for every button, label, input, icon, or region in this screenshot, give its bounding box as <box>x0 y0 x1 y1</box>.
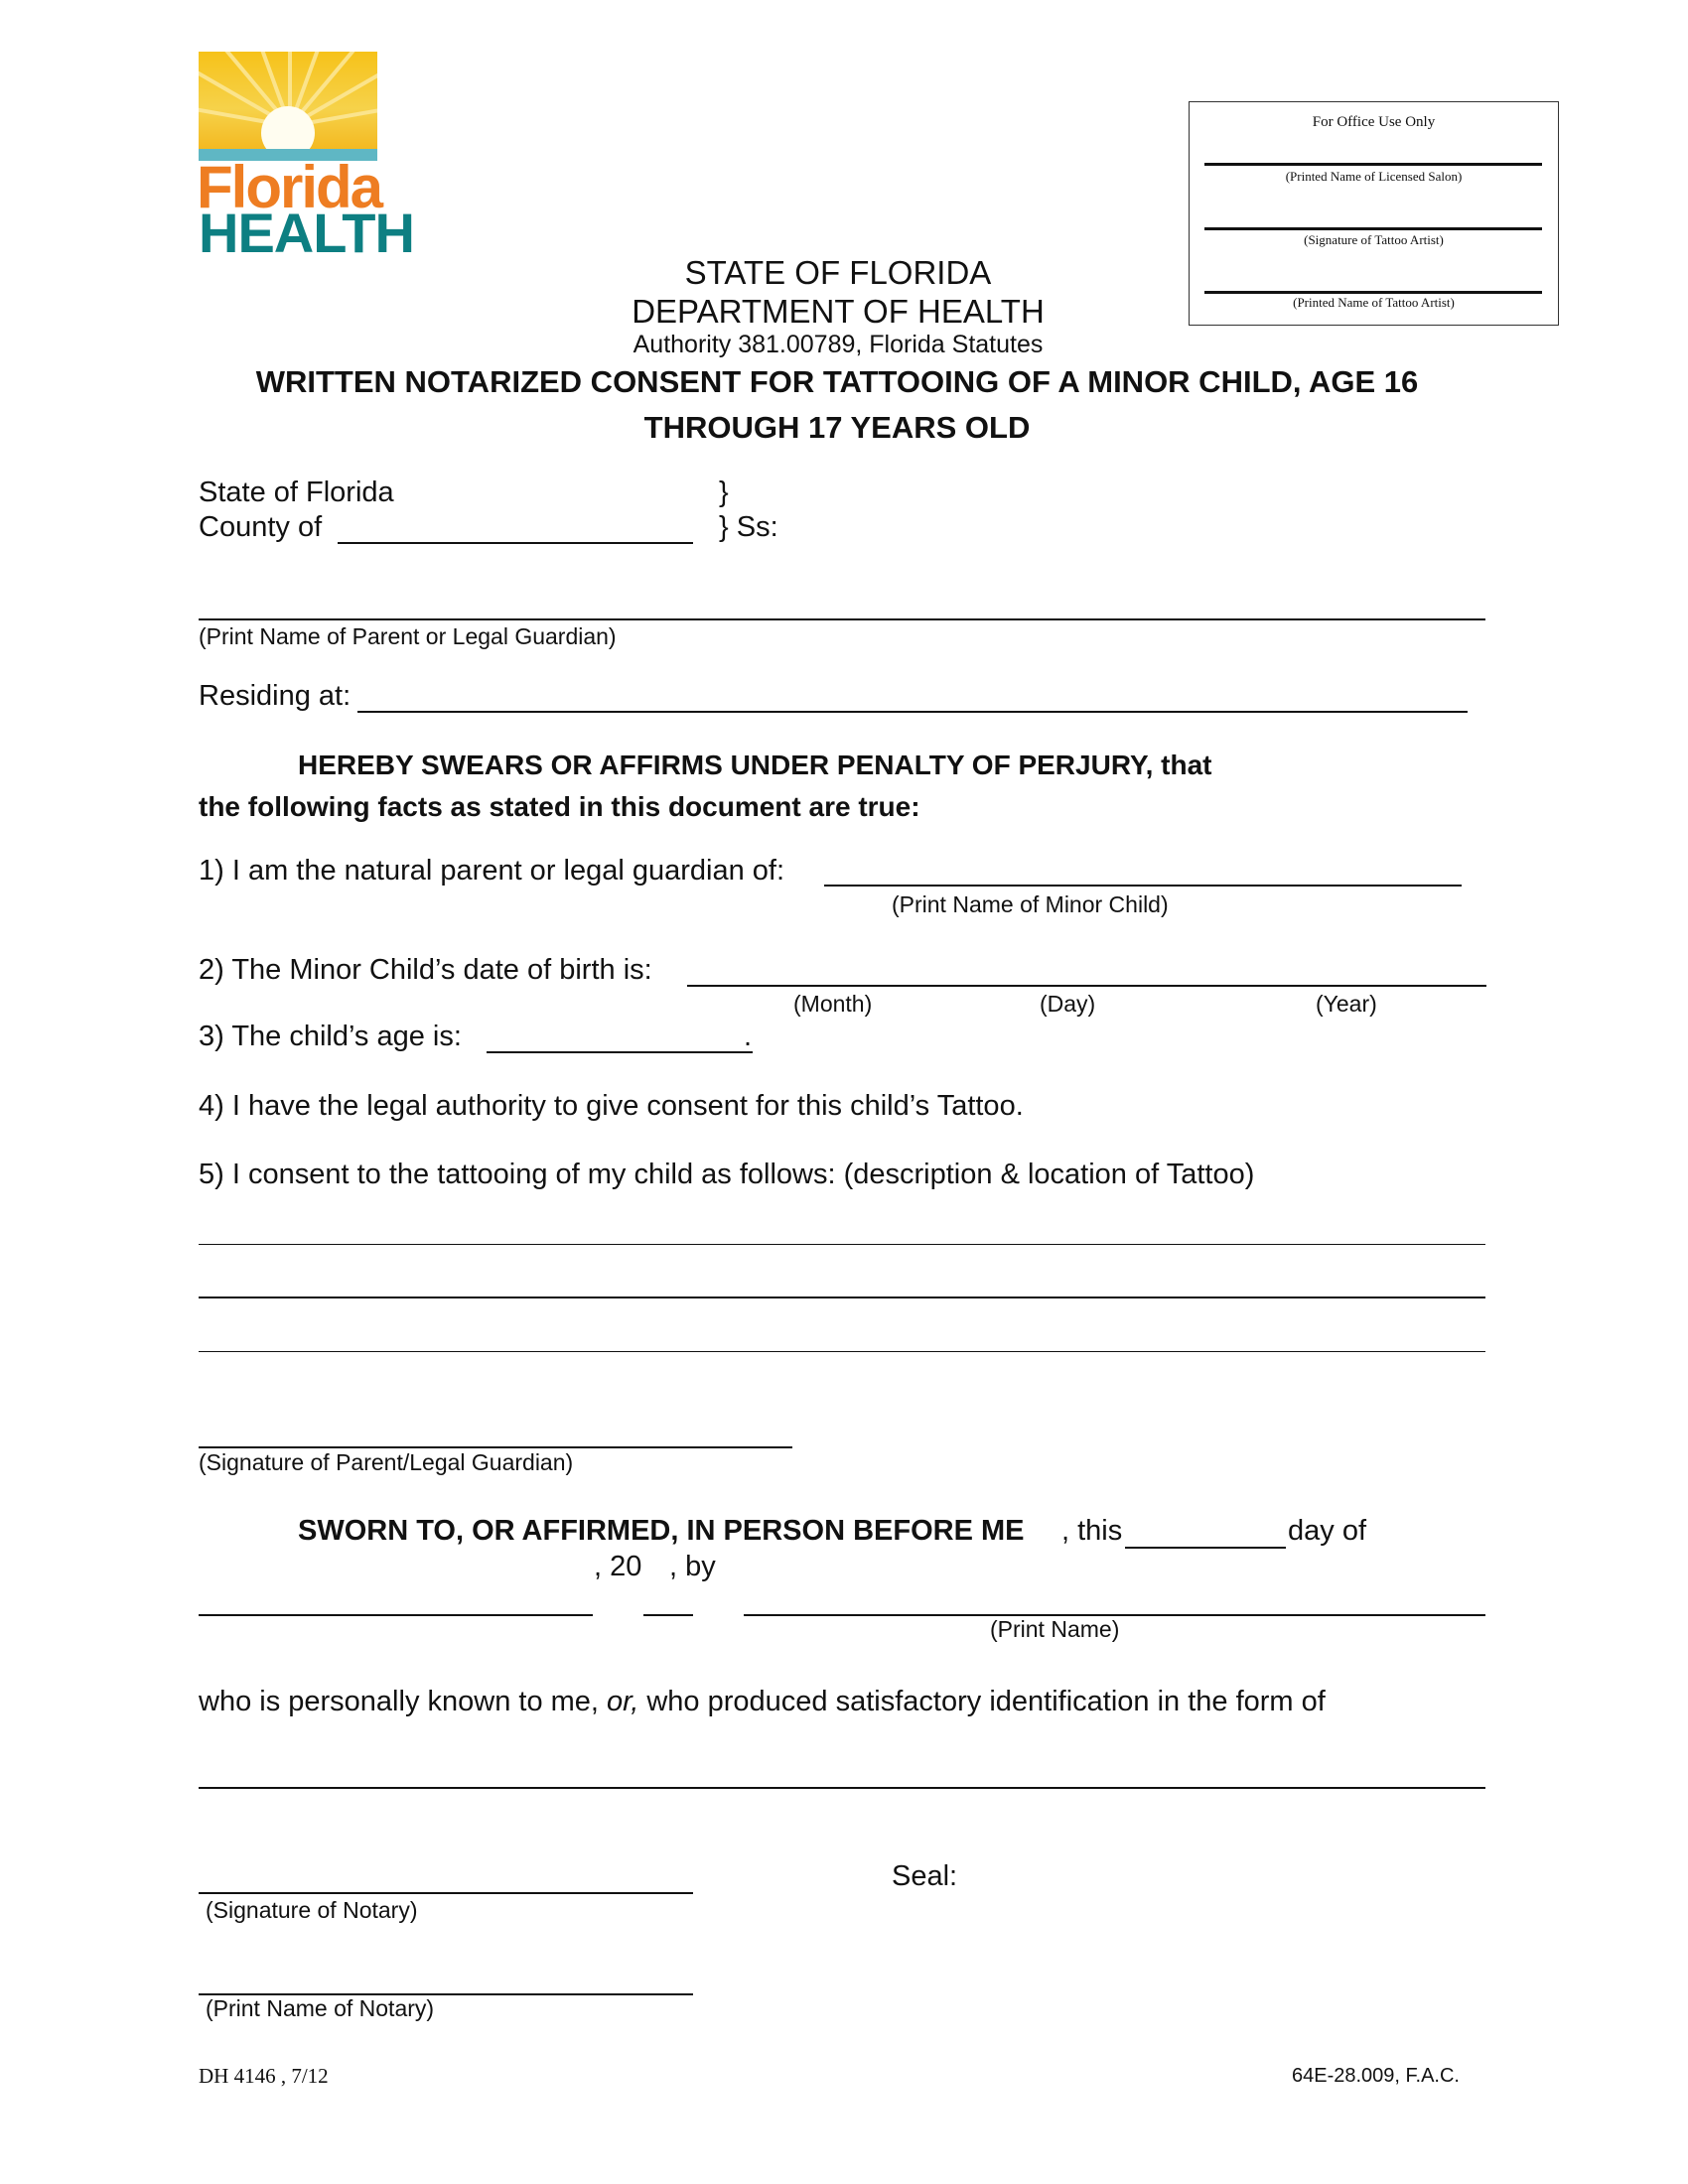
parent-name-field[interactable] <box>199 618 1485 620</box>
salon-name-line[interactable] <box>1204 163 1542 166</box>
known-post: who produced satisfactory identification in the form of <box>646 1686 1326 1717</box>
tattoo-description-line-2[interactable] <box>199 1297 1485 1298</box>
item-1-text: 1) I am the natural parent or legal guardian of: <box>199 855 785 887</box>
notary-signature-field[interactable] <box>199 1892 693 1894</box>
item-3-period: . <box>744 1021 753 1052</box>
tattoo-description-line-3[interactable] <box>199 1351 1485 1352</box>
parent-name-caption: (Print Name of Parent or Legal Guardian) <box>199 623 617 649</box>
logo-word-health: HEALTH <box>199 202 414 264</box>
identification-statement <box>199 1688 1326 1716</box>
oath-line-1: HEREBY SWEARS OR AFFIRMS UNDER PENALTY OF PERJURY, that <box>298 750 1212 780</box>
artist-signature-caption: (Signature of Tattoo Artist) <box>1304 232 1444 247</box>
by-label: , by <box>669 1551 716 1582</box>
year-caption: (Year) <box>1316 991 1377 1017</box>
salon-name-caption: (Printed Name of Licensed Salon) <box>1285 169 1463 184</box>
artist-name-line[interactable] <box>1204 291 1542 294</box>
logo-word-florida: Florida <box>197 154 382 220</box>
child-age-field[interactable] <box>487 1051 753 1053</box>
day-caption: (Day) <box>1040 991 1096 1017</box>
office-use-box <box>1189 101 1559 326</box>
venue-ss: } Ss: <box>719 511 778 543</box>
sworn-day-field[interactable] <box>1125 1547 1286 1549</box>
month-caption: (Month) <box>793 991 873 1017</box>
authority-line: Authority 381.00789, Florida Statutes <box>633 331 1044 358</box>
notary-name-caption: (Print Name of Notary) <box>206 1995 435 2021</box>
sworn-this: , this <box>1061 1515 1123 1547</box>
item-5-text: 5) I consent to the tattooing of my child as follows: (description & location of Tattoo) <box>199 1159 1255 1190</box>
rule-citation: 64E-28.009, F.A.C. <box>1292 2065 1460 2087</box>
parent-signature-caption: (Signature of Parent/Legal Guardian) <box>199 1449 574 1475</box>
identification-form-field[interactable] <box>199 1787 1485 1789</box>
item-4-text: 4) I have the legal authority to give consent for this child’s Tattoo. <box>199 1090 1024 1122</box>
county-field[interactable] <box>338 542 693 544</box>
form-id: DH 4146 , 7/12 <box>199 2064 329 2088</box>
day-of-label: day of <box>1288 1515 1366 1547</box>
florida-health-logo <box>197 52 414 264</box>
state-heading: STATE OF FLORIDA <box>684 254 992 291</box>
minor-child-name-caption: (Print Name of Minor Child) <box>892 891 1169 917</box>
sworn-statement-bold: SWORN TO, OR AFFIRMED, IN PERSON BEFORE ME <box>298 1515 1025 1547</box>
residing-label: Residing at: <box>199 680 352 712</box>
date-of-birth-field[interactable] <box>687 985 1486 987</box>
artist-name-caption: (Printed Name of Tattoo Artist) <box>1293 295 1455 310</box>
sworn-year-field[interactable] <box>643 1614 693 1616</box>
minor-child-name-field[interactable] <box>824 885 1462 887</box>
state-of-florida-label: State of Florida <box>199 477 394 508</box>
known-pre: who is personally known to me, <box>199 1686 599 1717</box>
item-3-text: 3) The child’s age is: <box>199 1021 462 1052</box>
year-prefix: , 20 <box>594 1551 642 1582</box>
tattoo-description-line-1[interactable] <box>199 1244 1485 1245</box>
parent-signature-field[interactable] <box>199 1446 792 1448</box>
artist-signature-line[interactable] <box>1204 227 1542 230</box>
venue-brace: } <box>719 477 729 508</box>
seal-label: Seal: <box>892 1860 958 1892</box>
office-use-title: For Office Use Only <box>1312 114 1436 130</box>
item-2-text: 2) The Minor Child’s date of birth is: <box>199 954 652 986</box>
department-heading: DEPARTMENT OF HEALTH <box>632 293 1045 330</box>
known-or: or, <box>607 1686 639 1717</box>
sun-graphic <box>199 52 377 156</box>
notary-signature-caption: (Signature of Notary) <box>206 1897 418 1923</box>
county-label: County of <box>199 511 323 543</box>
form-title-line-1: WRITTEN NOTARIZED CONSENT FOR TATTOOING OF A MINOR CHILD, AGE 16 <box>255 364 1419 399</box>
sworn-month-field[interactable] <box>199 1614 593 1616</box>
form-title-line-2: THROUGH 17 YEARS OLD <box>643 410 1031 445</box>
residing-field[interactable] <box>357 711 1468 713</box>
oath-line-2: the following facts as stated in this document are true: <box>199 791 920 822</box>
print-name-caption: (Print Name) <box>990 1616 1120 1642</box>
